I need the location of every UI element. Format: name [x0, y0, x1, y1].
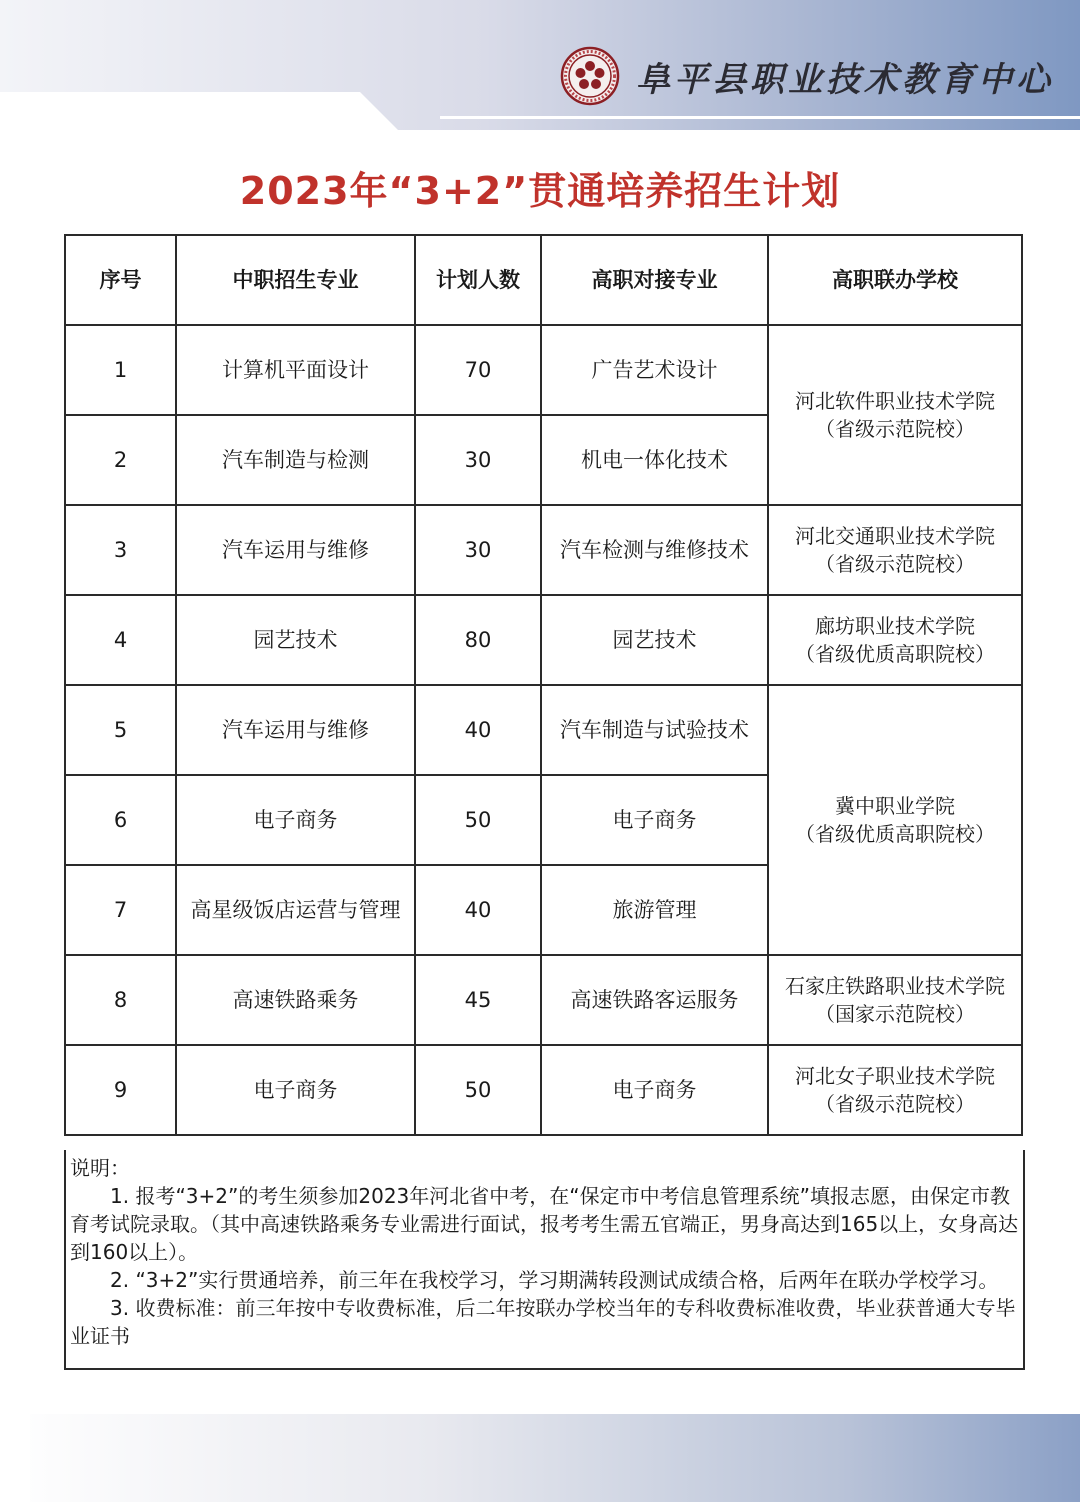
footer-band [0, 1414, 1080, 1502]
cell-target-major: 汽车制造与试验技术 [541, 685, 768, 775]
org-name: 阜平县职业技术教育中心 [636, 60, 1054, 100]
cell-count: 45 [415, 955, 541, 1045]
cell-count: 50 [415, 775, 541, 865]
cell-major: 电子商务 [176, 1045, 415, 1135]
cell-major: 高星级饭店运营与管理 [176, 865, 415, 955]
cell-target-major: 广告艺术设计 [541, 325, 768, 415]
cell-partner-school [768, 1045, 1022, 1135]
enrollment-plan-table [64, 234, 1023, 1136]
cell-major: 汽车运用与维修 [176, 685, 415, 775]
cell-no: 6 [65, 775, 176, 865]
table-row [65, 685, 1022, 775]
school-seal-icon [560, 46, 620, 106]
header-major: 中职招生专业 [176, 235, 415, 325]
table-row [65, 505, 1022, 595]
school-name: 廊坊职业技术学院 [815, 614, 975, 638]
cell-partner-school [768, 955, 1022, 1045]
table-row [65, 595, 1022, 685]
cell-major: 电子商务 [176, 775, 415, 865]
note-item-1: 1. 报考“3+2”的考生须参加2023年河北省中考，在“保定市中考信息管理系统”填报志愿，由保定市教育考试院录取。（其中高速铁路乘务专业需进行面试，报考考生需五官端正，男身高达到165以上，女身高达到160以上）。 [70, 1184, 1019, 1264]
school-name: 河北交通职业技术学院 [795, 524, 995, 548]
cell-no: 3 [65, 505, 176, 595]
header-notch [0, 92, 400, 132]
cell-no: 7 [65, 865, 176, 955]
cell-target-major: 汽车检测与维修技术 [541, 505, 768, 595]
school-name: 河北女子职业技术学院 [795, 1064, 995, 1088]
cell-major: 汽车制造与检测 [176, 415, 415, 505]
table-header-row [65, 235, 1022, 325]
school-level: （省级示范院校） [815, 417, 975, 441]
cell-target-major: 电子商务 [541, 1045, 768, 1135]
school-name: 冀中职业学院 [835, 794, 955, 818]
notes-box [64, 1150, 1025, 1370]
header-count: 计划人数 [415, 235, 541, 325]
cell-no: 4 [65, 595, 176, 685]
header-target-major: 高职对接专业 [541, 235, 768, 325]
cell-partner-school [768, 505, 1022, 595]
cell-no: 9 [65, 1045, 176, 1135]
table-row [65, 955, 1022, 1045]
cell-major: 园艺技术 [176, 595, 415, 685]
cell-major: 高速铁路乘务 [176, 955, 415, 1045]
school-name: 河北软件职业技术学院 [795, 389, 995, 413]
cell-no: 5 [65, 685, 176, 775]
footer-notch [0, 1414, 30, 1502]
table-row [65, 1045, 1022, 1135]
cell-target-major: 电子商务 [541, 775, 768, 865]
cell-count: 30 [415, 505, 541, 595]
cell-no: 2 [65, 415, 176, 505]
cell-major: 计算机平面设计 [176, 325, 415, 415]
page-title: 2023年“3+2”贯通培养招生计划 [239, 169, 841, 213]
cell-count: 40 [415, 865, 541, 955]
cell-count: 40 [415, 685, 541, 775]
header-partner-school: 高职联办学校 [768, 235, 1022, 325]
cell-count: 50 [415, 1045, 541, 1135]
header-no: 序号 [65, 235, 176, 325]
cell-count: 70 [415, 325, 541, 415]
notes-heading: 说明： [70, 1156, 130, 1180]
cell-target-major: 园艺技术 [541, 595, 768, 685]
school-level: （省级示范院校） [815, 1092, 975, 1116]
cell-count: 80 [415, 595, 541, 685]
school-level: （省级示范院校） [815, 552, 975, 576]
note-item-3: 3. 收费标准：前三年按中专收费标准，后二年按联办学校当年的专科收费标准收费，毕业获普通大专毕业证书 [70, 1296, 1016, 1348]
table-row [65, 325, 1022, 415]
school-level: （国家示范院校） [815, 1002, 975, 1026]
school-level: （省级优质高职院校） [795, 822, 995, 846]
cell-major: 汽车运用与维修 [176, 505, 415, 595]
cell-target-major: 机电一体化技术 [541, 415, 768, 505]
cell-partner-school [768, 325, 1022, 505]
cell-count: 30 [415, 415, 541, 505]
cell-no: 1 [65, 325, 176, 415]
cell-no: 8 [65, 955, 176, 1045]
cell-partner-school [768, 595, 1022, 685]
school-name: 石家庄铁路职业技术学院 [785, 974, 1005, 998]
cell-target-major: 高速铁路客运服务 [541, 955, 768, 1045]
note-item-2: 2. “3+2”实行贯通培养，前三年在我校学习，学习期满转段测试成绩合格，后两年在联办学校学习。 [110, 1268, 999, 1292]
cell-target-major: 旅游管理 [541, 865, 768, 955]
school-level: （省级优质高职院校） [795, 642, 995, 666]
header-divider [440, 116, 1080, 119]
cell-partner-school [768, 685, 1022, 955]
